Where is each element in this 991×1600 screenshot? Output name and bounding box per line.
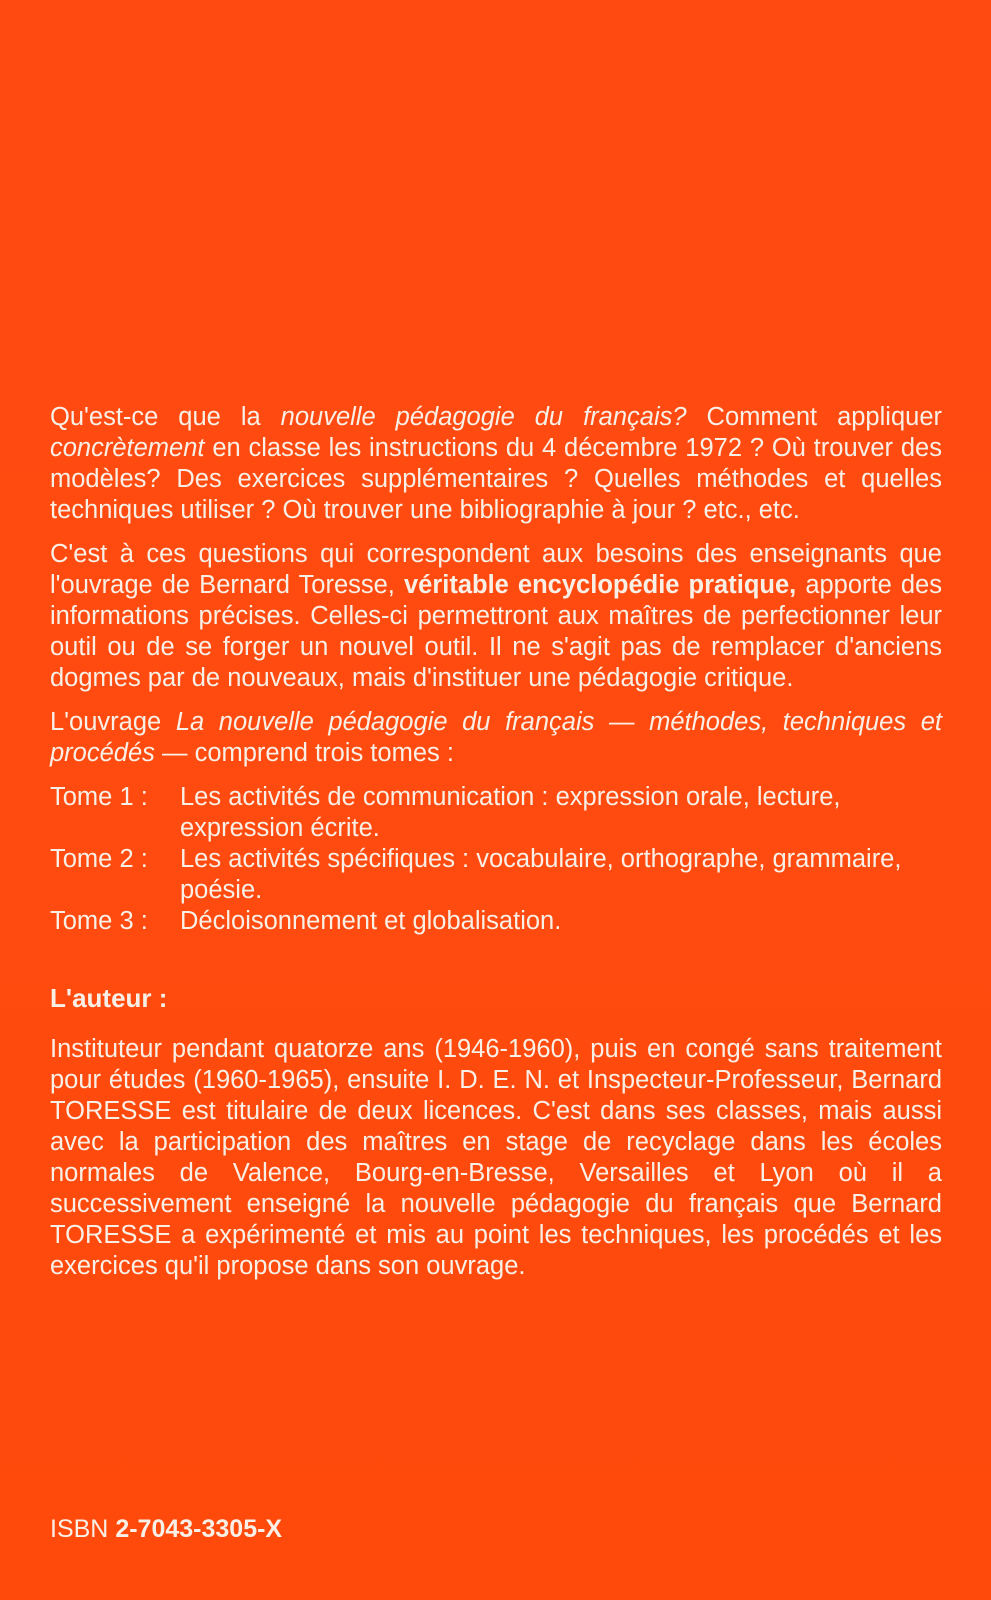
tome-label: Tome 3 : [50,907,148,935]
intro-text-1: Qu'est-ce que la [50,403,281,431]
tome-label: Tome 2 : [50,845,148,873]
intro-italic-title: nouvelle pédagogie du français? [280,403,687,431]
intro-italic-concretement: concrètement [50,434,205,462]
author-heading: L'auteur : [50,983,168,1013]
volumes-text-1: L'ouvrage [50,708,176,736]
description-paragraph [50,539,942,694]
intro-text-2: Comment appliquer [686,403,942,431]
volumes-text-2: — comprend trois tomes : [154,739,454,767]
author-biography: Instituteur pendant quatorze ans (1946-1960), puis en congé sans traitement pour études (1960-1965), ensuite I. D. E. N. et Inspecteur-Professeur, Bernard TORESSE est titulaire de deux licences. C'est dans ses classes, mais aussi avec la participation des maîtres en stage de recyclage dans les écoles normales de Valence, Bourg-en-Bresse, Versailles et Lyon où il a successivement enseigné la nouvelle pédagogie du français que Bernard TORESSE a expérimenté et mis au point les techniques, les procédés et les exercices qu'il propose dans son ouvrage. [50,1035,942,1280]
tome-description: Les activités de communication : expression orale, lecture, expression écrite. [180,783,841,842]
intro-paragraph [50,402,942,526]
tome-item [50,844,942,906]
intro-text-3: en classe les instructions du 4 décembre 1972 ? Où trouver des modèles? Des exercices supplémentaires ? Quelles méthodes et quelles techniques utiliser ? Où trouver une bibliographie à jour ? etc., etc. [50,434,942,524]
isbn-line [50,1514,282,1544]
tome-item [50,906,942,937]
tome-label: Tome 1 : [50,783,148,811]
tome-description: Les activités spécifiques : vocabulaire, orthographe, grammaire, poésie. [180,845,902,904]
description-bold-phrase: véritable encyclopédie pratique, [403,571,797,599]
volumes-intro-paragraph [50,707,942,769]
work-title-italic: La nouvelle pédagogie du français — méthodes, techniques et procédés [50,708,942,767]
description-text-1: C'est à ces questions qui correspondent aux besoins des enseignants que l'ouvrage de Bernard Toresse, [50,540,942,599]
tome-list [50,782,942,937]
tome-item [50,782,942,844]
tome-description: Décloisonnement et globalisation. [180,907,562,935]
isbn-number: 2-7043-3305-X [115,1515,283,1543]
description-text-2: apporte des informations précises. Celles-ci permettront aux maîtres de perfectionner leur outil ou de se forger un nouvel outil. Il ne s'agit pas de remplacer d'anciens dogmes par de nouveaux, mais d'instituer une pédagogie critique. [50,571,942,692]
cover-text-block [50,402,942,1282]
isbn-label: ISBN [50,1515,109,1543]
